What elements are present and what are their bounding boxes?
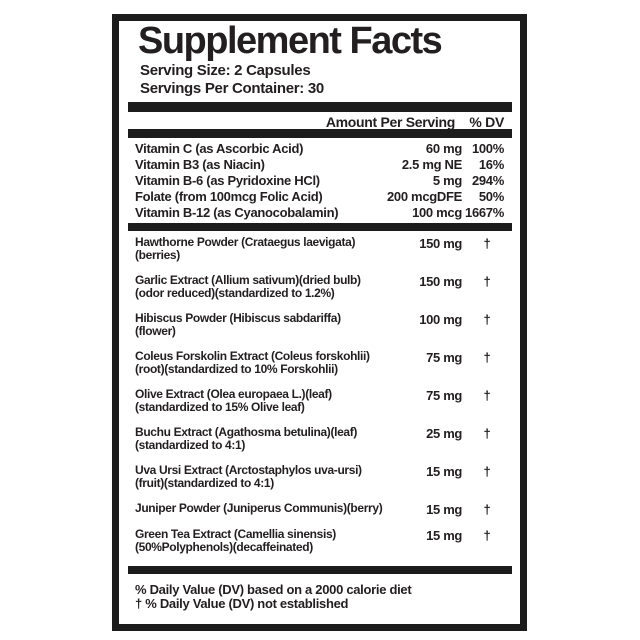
ingredient-dv: 294% — [471, 173, 504, 188]
divider-above-footnotes — [128, 566, 512, 574]
ingredient-name-line: (standardized to 4:1) — [135, 438, 245, 452]
column-header-amount: Amount Per Serving — [325, 113, 455, 130]
ingredient-dv: 1667% — [465, 205, 504, 220]
ingredient-dv: † — [483, 528, 491, 543]
ingredient-name-line: (fruit)(standardized to 4:1) — [135, 476, 274, 490]
ingredient-name-line: (50%Polyphenols)(decaffeinated) — [135, 540, 313, 554]
serving-size: Serving Size: 2 Capsules — [140, 62, 311, 79]
table-row — [128, 205, 512, 221]
ingredient-name-line: Uva Ursi Extract (Arctostaphylos uva-ursi) — [135, 463, 362, 477]
table-row — [128, 350, 512, 376]
ingredient-amount: 150 mg — [419, 236, 462, 251]
ingredient-name — [135, 501, 383, 516]
ingredient-name-line: Olive Extract (Olea europaea L.)(leaf) — [135, 387, 332, 401]
ingredient-amount: 60 mg — [425, 141, 462, 156]
ingredient-name-line: (odor reduced)(standardized to 1.2%) — [135, 286, 335, 300]
table-row — [128, 189, 512, 205]
ingredient-name — [135, 528, 367, 554]
supplement-facts-panel — [112, 14, 527, 631]
ingredient-dv: † — [483, 236, 491, 251]
ingredient-amount: 100 mg — [419, 312, 462, 327]
ingredient-name-line: Juniper Powder (Juniperus Communis)(berry) — [135, 501, 383, 515]
ingredient-name-line: Coleus Forskolin Extract (Coleus forskohlii) — [135, 349, 370, 363]
ingredient-dv: † — [483, 350, 491, 365]
ingredient-name-line: Garlic Extract (Allium sativum)(dried bulb) — [135, 273, 361, 287]
servings-per-container: Servings Per Container: 30 — [140, 80, 324, 97]
ingredient-dv: 50% — [478, 189, 504, 204]
ingredient-name: Vitamin B3 (as Niacin) — [135, 157, 265, 172]
table-row — [128, 464, 512, 490]
table-row — [128, 426, 512, 452]
column-header-dv: % DV — [469, 113, 504, 130]
footnote-not-established: † % Daily Value (DV) not established — [135, 596, 349, 611]
ingredient-amount: 15 mg — [426, 528, 462, 543]
ingredient-dv: † — [483, 502, 491, 517]
ingredient-name — [135, 426, 367, 452]
ingredient-name — [135, 464, 367, 490]
table-row — [128, 312, 512, 338]
table-row — [128, 502, 512, 516]
ingredient-name-line: (flower) — [135, 324, 176, 338]
divider-below-vitamins — [128, 223, 512, 231]
table-row — [128, 141, 512, 157]
ingredient-amount: 100 mcg — [412, 205, 462, 220]
ingredient-name — [135, 388, 367, 414]
ingredient-dv: † — [483, 464, 491, 479]
divider-heavy-top — [128, 102, 512, 112]
ingredient-dv: † — [483, 312, 491, 327]
ingredient-name: Vitamin B-6 (as Pyridoxine HCl) — [135, 173, 320, 188]
ingredient-amount: 25 mg — [426, 426, 462, 441]
ingredient-amount: 75 mg — [426, 388, 462, 403]
ingredient-name: Vitamin B-12 (as Cyanocobalamin) — [135, 205, 339, 220]
ingredient-name-line: Hibiscus Powder (Hibiscus sabdariffa) — [135, 311, 341, 325]
panel-content — [119, 21, 520, 624]
ingredient-amount: 15 mg — [426, 464, 462, 479]
table-row — [128, 528, 512, 554]
ingredient-name-line: Green Tea Extract (Camellia sinensis) — [135, 527, 336, 541]
ingredient-name — [135, 274, 367, 300]
ingredient-name-line: (root)(standardized to 10% Forskohlii) — [135, 362, 338, 376]
ingredient-amount: 75 mg — [426, 350, 462, 365]
table-row — [128, 388, 512, 414]
ingredient-name-line: Hawthorne Powder (Crataegus laevigata) — [135, 235, 356, 249]
ingredient-dv: † — [483, 274, 491, 289]
ingredient-dv: † — [483, 426, 491, 441]
ingredient-dv: 100% — [471, 141, 504, 156]
ingredient-name-line: Buchu Extract (Agathosma betulina)(leaf) — [135, 425, 358, 439]
ingredient-dv: 16% — [478, 157, 504, 172]
table-row — [128, 157, 512, 173]
botanicals-table — [128, 231, 512, 554]
vitamins-table — [128, 138, 512, 223]
ingredient-name — [135, 312, 367, 338]
ingredient-name — [135, 349, 370, 376]
ingredient-name-line: (berries) — [135, 248, 180, 262]
ingredient-dv: † — [483, 388, 491, 403]
footnotes — [128, 574, 512, 611]
ingredient-amount: 5 mg — [432, 173, 462, 188]
ingredient-amount: 150 mg — [419, 274, 462, 289]
table-row — [128, 173, 512, 189]
ingredient-name — [135, 236, 367, 262]
footnote-daily-value: % Daily Value (DV) based on a 2000 calorie diet — [135, 582, 412, 597]
ingredient-name: Vitamin C (as Ascorbic Acid) — [135, 141, 304, 156]
ingredient-name-line: (standardized to 15% Olive leaf) — [135, 400, 305, 414]
ingredient-name: Folate (from 100mcg Folic Acid) — [135, 189, 323, 204]
ingredient-amount: 15 mg — [426, 502, 462, 517]
column-header-row — [128, 112, 512, 129]
table-row — [128, 274, 512, 300]
panel-title: Supplement Facts — [138, 20, 442, 62]
table-row — [128, 236, 512, 262]
divider-below-header — [128, 129, 512, 138]
ingredient-amount: 200 mcgDFE — [386, 189, 462, 204]
ingredient-amount: 2.5 mg NE — [401, 157, 462, 172]
